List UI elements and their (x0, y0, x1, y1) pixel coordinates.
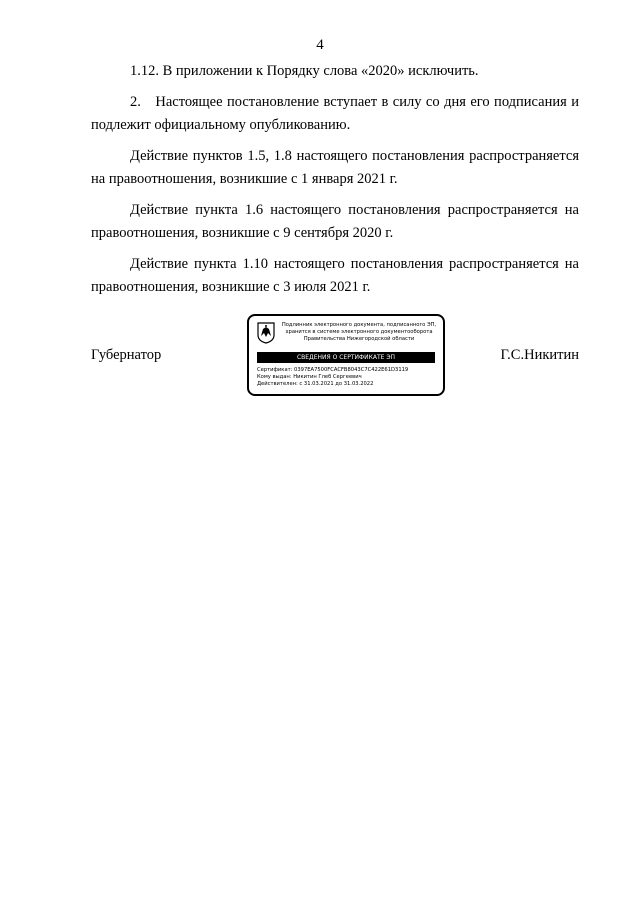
stamp-details (257, 367, 437, 388)
paragraph-1-12: 1.12. В приложении к Порядку слова «2020» исключить. (130, 63, 479, 79)
paragraph-effect-1-6: Действие пункта 1.6 настоящего постановления распространяется на правоотношения, возникшие с 9 сентября 2020 г. (91, 201, 579, 241)
certificate-validity: Действителен: с 31.03.2021 до 31.03.2022 (257, 381, 374, 387)
coat-of-arms-icon (257, 322, 275, 344)
stamp-note-line: Подлинник электронного документа, подписанного ЭП, (281, 322, 437, 328)
stamp-note (279, 322, 439, 343)
stamp-note-line: Правительства Нижегородской области (303, 336, 415, 342)
electronic-signature-stamp (247, 314, 445, 396)
document-body (91, 60, 579, 307)
paragraph-effect-1-10: Действие пункта 1.10 настоящего постановления распространяется на правоотношения, возникшие с 3 июля 2021 г. (91, 255, 579, 295)
stamp-note-line: хранится в системе электронного документооборота (285, 329, 433, 335)
paragraph-2: 2. Настоящее постановление вступает в силу со дня его подписания и подлежит официальному опубликованию. (91, 93, 579, 133)
stamp-header: СВЕДЕНИЯ О СЕРТИФИКАТЕ ЭП (257, 352, 435, 363)
signature-block (91, 312, 579, 402)
certificate-number: Сертификат: 0397EA7500FCACFB8043C7C422E61D3119 (257, 367, 409, 373)
paragraph-effect-1-5-1-8: Действие пунктов 1.5, 1.8 настоящего постановления распространяется на правоотношения, возникшие с 1 января 2021 г. (91, 147, 579, 187)
page-number: 4 (316, 37, 324, 53)
certificate-owner: Кому выдан: Никитин Глеб Сергеевич (257, 374, 362, 380)
signatory-position: Губернатор (91, 347, 162, 363)
signatory-name: Г.С.Никитин (500, 347, 579, 363)
